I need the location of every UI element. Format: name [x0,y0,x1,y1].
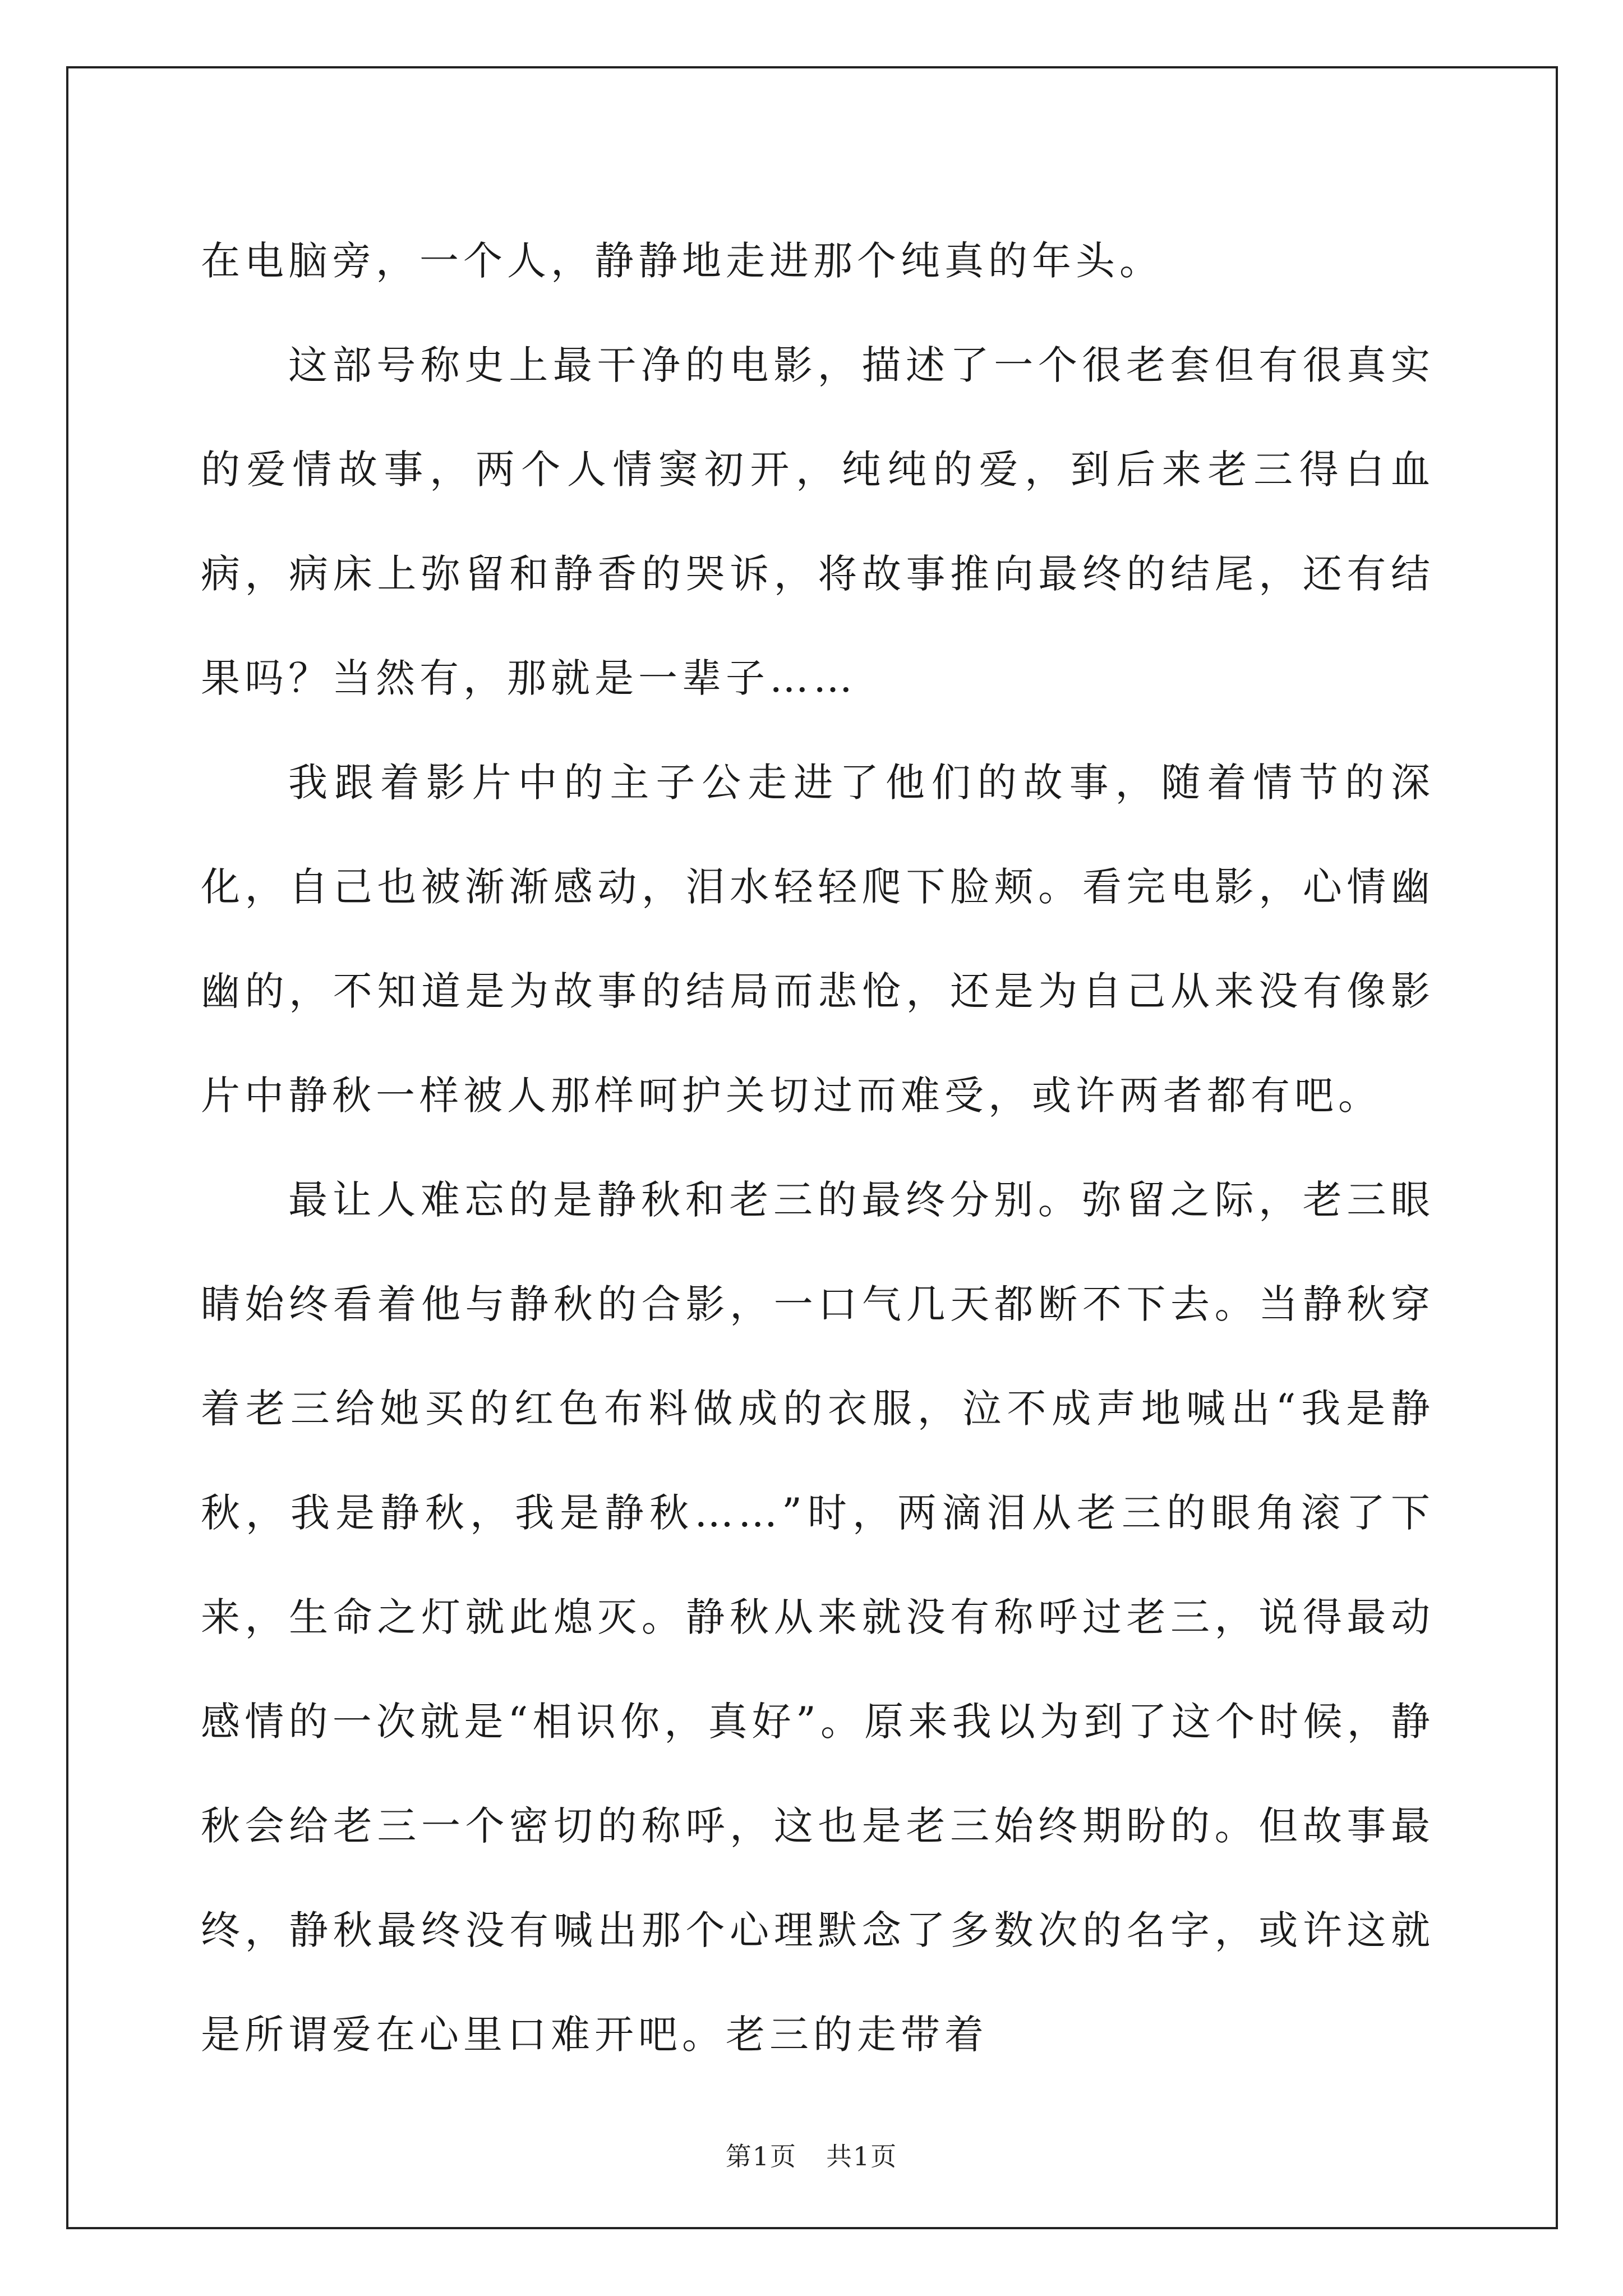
paragraph-viewer-feelings: 我跟着影片中的主子公走进了他们的故事，随着情节的深化，自己也被渐渐感动，泪水轻轻爬下脸颊。看完电影，心情幽幽的，不知道是为故事的结局而悲怆，还是为自己从来没有像影片中静秋一样被人那样呵护关切过而难受，或许两者都有吧。 [201,760,1435,1119]
page-number: 第1页 [725,2141,797,2171]
paragraph-movie-description: 这部号称史上最干净的电影，描述了一个很老套但有很真实的爱情故事，两个人情窦初开，纯纯的爱，到后来老三得白血病，病床上弥留和静香的哭诉，将故事推向最终的结尾，还有结果吗？当然有，那就是一辈子…… [201,342,1435,701]
paragraph-continuation: 在电脑旁，一个人，静静地走进那个纯真的年头。 [201,238,1163,284]
document-body [201,209,1435,2087]
paragraph-final-farewell: 最让人难忘的是静秋和老三的最终分别。弥留之际，老三眼睛始终看着他与静秋的合影，一口气几天都断不下去。当静秋穿着老三给她买的红色布料做成的衣服，泣不成声地喊出“我是静秋，我是静秋，我是静秋……”时，两滴泪从老三的眼角滚了下来，生命之灯就此熄灭。静秋从来就没有称呼过老三，说得最动感情的一次就是“相识你，真好”。原来我以为到了这个时候，静秋会给老三一个密切的称呼，这也是老三始终期盼的。但故事最终，静秋最终没有喊出那个心理默念了多数次的名字，或许这就是所谓爱在心里口难开吧。老三的走带着 [201,1177,1435,2058]
page-total: 共1页 [826,2141,898,2171]
page-footer [0,2136,1623,2173]
